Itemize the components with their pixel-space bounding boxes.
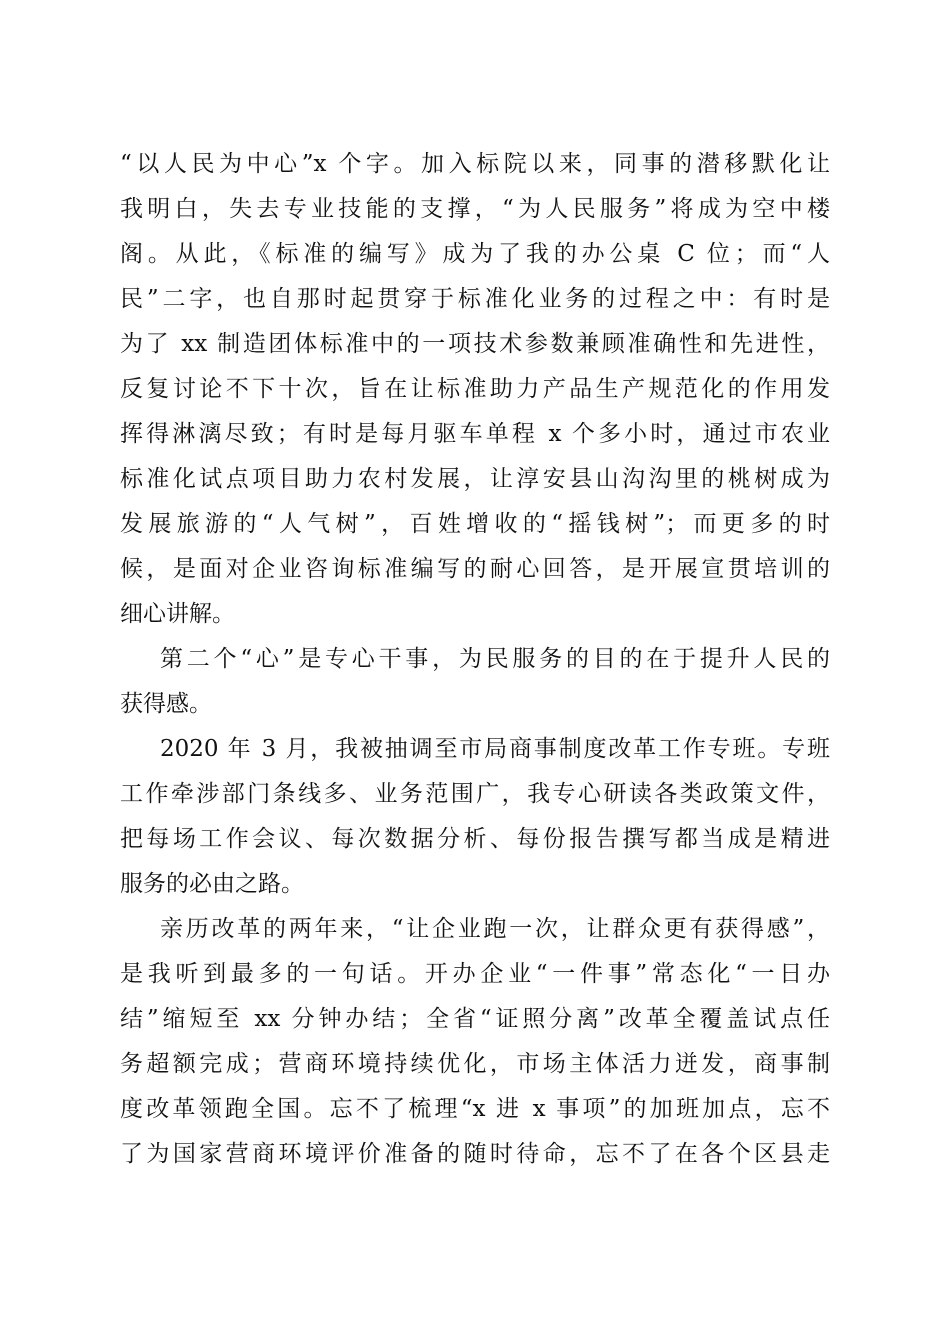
text-line: 我明白，失去专业技能的支撑，“为人民服务”将成为空中楼: [120, 196, 830, 222]
text-line: 为了 xx 制造团体标准中的一项技术参数兼顾准确性和先进性，: [120, 331, 830, 357]
text-line: 把每场工作会议、每次数据分析、每份报告撰写都当成是精进: [120, 826, 830, 852]
text-line: 工作牵涉部门条线多、业务范围广，我专心研读各类政策文件，: [120, 781, 830, 807]
text-line: 反复讨论不下十次，旨在让标准助力产品生产规范化的作用发: [120, 376, 830, 402]
text-line: 服务的必由之路。: [120, 871, 304, 897]
text-line: 挥得淋漓尽致；有时是每月驱车单程 x 个多小时，通过市农业: [120, 421, 830, 447]
text-line: 民”二字，也自那时起贯穿于标准化业务的过程之中：有时是: [120, 286, 830, 312]
text-line: 发展旅游的“人气树”，百姓增收的“摇钱树”；而更多的时: [120, 511, 830, 537]
text-line: 2020 年 3 月，我被抽调至市局商事制度改革工作专班。专班: [160, 736, 830, 762]
document-body: [120, 142, 830, 1177]
text-line: 细心讲解。: [120, 601, 235, 627]
text-line: 获得感。: [120, 691, 212, 717]
text-line: 阁。从此，《标准的编写》成为了我的办公桌 C 位；而“人: [120, 241, 830, 267]
text-line: “以人民为中心”x 个字。加入标院以来，同事的潜移默化让: [120, 151, 830, 177]
text-line: 标准化试点项目助力农村发展，让淳安县山沟沟里的桃树成为: [120, 466, 830, 492]
text-line: 度改革领跑全国。忘不了梳理“x 进 x 事项”的加班加点，忘不: [120, 1096, 830, 1122]
text-line: 第二个“心”是专心干事，为民服务的目的在于提升人民的: [160, 646, 830, 672]
text-line: 务超额完成；营商环境持续优化，市场主体活力迸发，商事制: [120, 1051, 830, 1077]
text-line: 候，是面对企业咨询标准编写的耐心回答，是开展宣贯培训的: [120, 556, 830, 582]
text-line: 了为国家营商环境评价准备的随时待命，忘不了在各个区县走: [120, 1141, 830, 1167]
text-line: 亲历改革的两年来，“让企业跑一次，让群众更有获得感”，: [160, 916, 830, 942]
text-line: 是我听到最多的一句话。开办企业“一件事”常态化“一日办: [120, 961, 830, 987]
text-line: 结”缩短至 xx 分钟办结；全省“证照分离”改革全覆盖试点任: [120, 1006, 830, 1032]
